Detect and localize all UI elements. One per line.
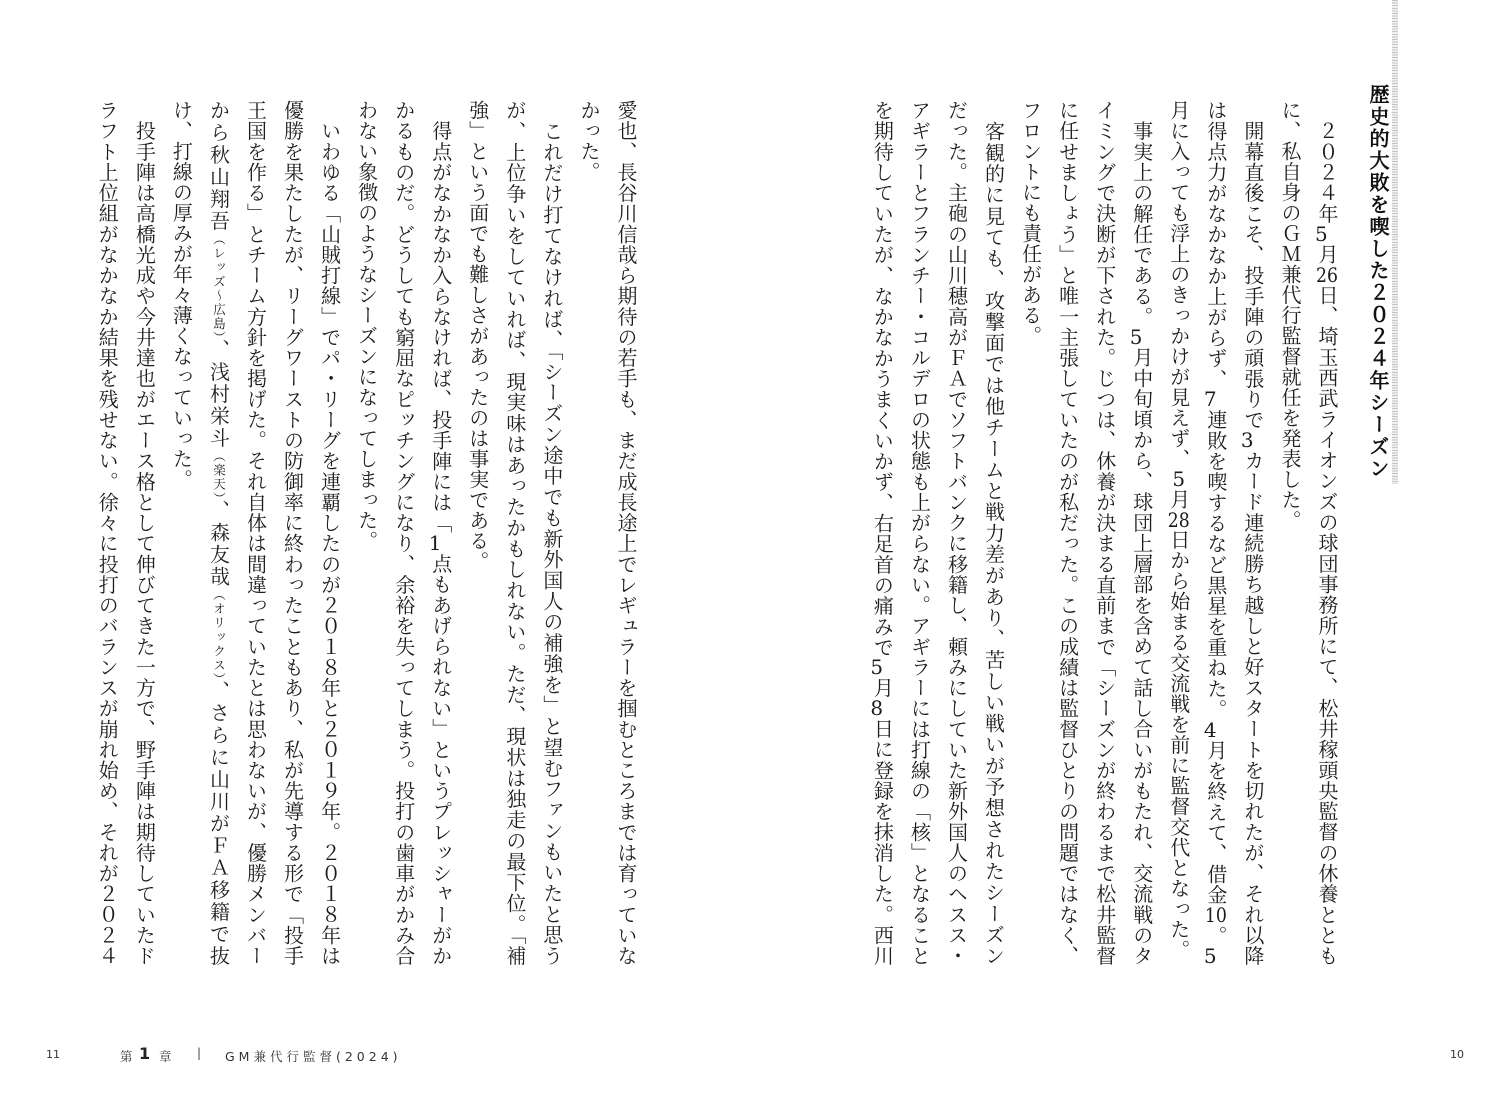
page-number-left: 11 [46, 1048, 60, 1061]
chapter-label-suffix: 章 [159, 1049, 172, 1064]
body-text-column: に任せましょう」と唯一主張していたのが私だった。この成績は監督ひとりの問題ではなく、 [1055, 100, 1080, 966]
chapter-label-prefix: 第 [120, 1049, 133, 1064]
inline-annotation: （レッズ～広島） [211, 232, 227, 340]
body-text-column: かった。 [576, 100, 601, 182]
chapter-number: 1 [139, 1044, 151, 1063]
body-text-column: アギラーとフランチー・コルデロの状態も上がらない。アギラーには打線の「核」となること [907, 100, 932, 966]
page-number-right: 10 [1450, 1048, 1464, 1061]
body-text-column: 客観的に見ても、攻撃面では他チームと戦力差があり、苦しい戦いが予想されたシーズン [981, 100, 1006, 966]
body-text-column: いわゆる「山賊打線」でパ・リーグを連覇したのが２０１８年と２０１９年。２０１８年は [317, 100, 342, 966]
body-text-column: 王国を作る」とチーム方針を掲げた。それ自体は間違っていたとは思わないが、優勝メンバー [243, 100, 268, 966]
decorative-hatched-rule [1392, 0, 1398, 484]
running-head-separator: | [197, 1046, 202, 1060]
body-text-column: 優勝を果たしたが、リーグワーストの防御率に終わったこともあり、私が先導する形で「投手 [280, 100, 305, 966]
body-text-column: から秋山翔吾（レッズ～広島）、浅村栄斗（楽天）、森友哉（オリックス）、さらに山川がＦＡ移籍で抜 [206, 100, 231, 967]
body-text-column: フロントにも責任がある。 [1018, 100, 1043, 346]
body-text-column: ラフト上位組がなかなか結果を残せない。徐々に投打のバランスが崩れ始め、それが２０２４ [95, 100, 120, 966]
body-text-column: 事実上の解任である。5月中旬頃から、球団上層部を含めて話し合いがもたれ、交流戦のタ [1129, 100, 1154, 966]
body-text-column: ２０２４年5月26日、埼玉西武ライオンズの球団事務所にて、松井稼頭央監督の休養ととも [1315, 100, 1339, 967]
right-page [755, 0, 1510, 1111]
body-text-column: 投手陣は高橋光成や今井達也がエース格として伸びてきた一方で、野手陣は期待していたド [132, 100, 157, 966]
body-text-column: は得点力がなかなか上がらず、7連敗を喫するなど黒星を重ねた。4月を終えて、借金10。5 [1203, 100, 1228, 966]
running-head-title: GM兼代行監督(2024) [225, 1049, 402, 1064]
body-text-column: 月に入っても浮上のきっかけが見えず、5月28日から始まる交流戦を前に監督交代となった。 [1166, 100, 1191, 960]
body-text-column: 得点がなかなか入らなければ、投手陣には「1点もあげられない」というプレッシャーがか [428, 100, 453, 967]
body-text-column: が、上位争いをしていれば、現実味はあったかもしれない。ただ、現状は独走の最下位。「補 [502, 100, 527, 966]
section-heading: 歴史的大敗を喫した２０２４年シーズン [1366, 84, 1390, 480]
inline-annotation: （楽天） [211, 449, 227, 500]
body-text-column: 強」という面でも難しさがあったのは事実である。 [465, 100, 490, 572]
body-text-column: 開幕直後こそ、投手陣の頑張りで3カード連続勝ち越しと好スタートを切れたが、それ以降 [1240, 100, 1265, 967]
inline-annotation: （オリックス） [211, 588, 227, 681]
body-text-column: これだけ打てなければ、「シーズン途中でも新外国人の補強を」と望むファンもいたと思う [539, 100, 564, 966]
body-text-column: だった。主砲の山川穂高がＦＡでソフトバンクに移籍し、頼みにしていた新外国人のヘスス・ [944, 100, 969, 966]
body-text-column: に、私自身のＧＭ兼代行監督就任を発表した。 [1277, 100, 1302, 531]
body-text-column: 愛也、長谷川信哉ら期待の若手も、まだ成長途上でレギュラーを掴むところまでは育っていな [614, 100, 638, 966]
body-text-column: を期待していたが、なかなかうまくいかず、右足首の痛みで5月8日に登録を抹消した。西川 [870, 100, 895, 967]
body-text-column: かるものだ。どうしても窮屈なピッチングになり、余裕を失ってしまう。投打の歯車がかみ合 [391, 100, 416, 966]
body-text-column: け、打線の厚みが年々薄くなっていった。 [169, 100, 194, 490]
body-text-column: わない象徴のようなシーズンになってしまった。 [354, 100, 379, 551]
body-text-column: イミングで決断が下された。じつは、休養が決まる直前まで「シーズンが終わるまで松井監督 [1092, 100, 1117, 966]
